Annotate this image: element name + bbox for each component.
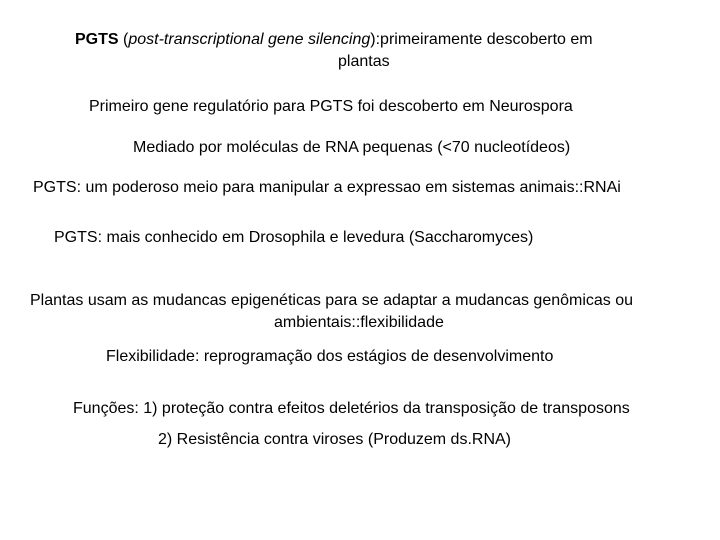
- open-paren: (: [118, 31, 129, 48]
- term-pgts: PGTS: [75, 31, 119, 48]
- line-functions: Funções: 1) proteção contra efeitos deletérios da transposição de transposons: [73, 400, 630, 417]
- line-animal-systems: PGTS: um poderoso meio para manipular a expressao em sistemas animais::RNAi: [33, 179, 621, 196]
- line-plants-epigenetic-wrap: ambientais::flexibilidade: [274, 314, 444, 331]
- line-pgts-definition: [75, 30, 593, 50]
- line-first-gene: Primeiro gene regulatório para PGTS foi descoberto em Neurospora: [89, 98, 573, 115]
- line-plants-epigenetic: Plantas usam as mudancas epigenéticas para se adaptar a mudancas genômicas ou: [30, 292, 634, 309]
- term-expanded: post-transcriptional gene silencing: [128, 31, 371, 48]
- definition-rest: ):primeiramente descoberto em: [370, 31, 593, 48]
- line-mediated: Mediado por moléculas de RNA pequenas (<70 nucleotídeos): [133, 139, 571, 156]
- line-flexibility: Flexibilidade: reprogramação dos estágios de desenvolvimento: [106, 348, 554, 365]
- line-pgts-definition-wrap: plantas: [338, 53, 390, 70]
- line-virus-resistance: 2) Resistência contra viroses (Produzem ds.RNA): [158, 431, 512, 448]
- line-known-organisms: PGTS: mais conhecido em Drosophila e levedura (Saccharomyces): [54, 229, 534, 246]
